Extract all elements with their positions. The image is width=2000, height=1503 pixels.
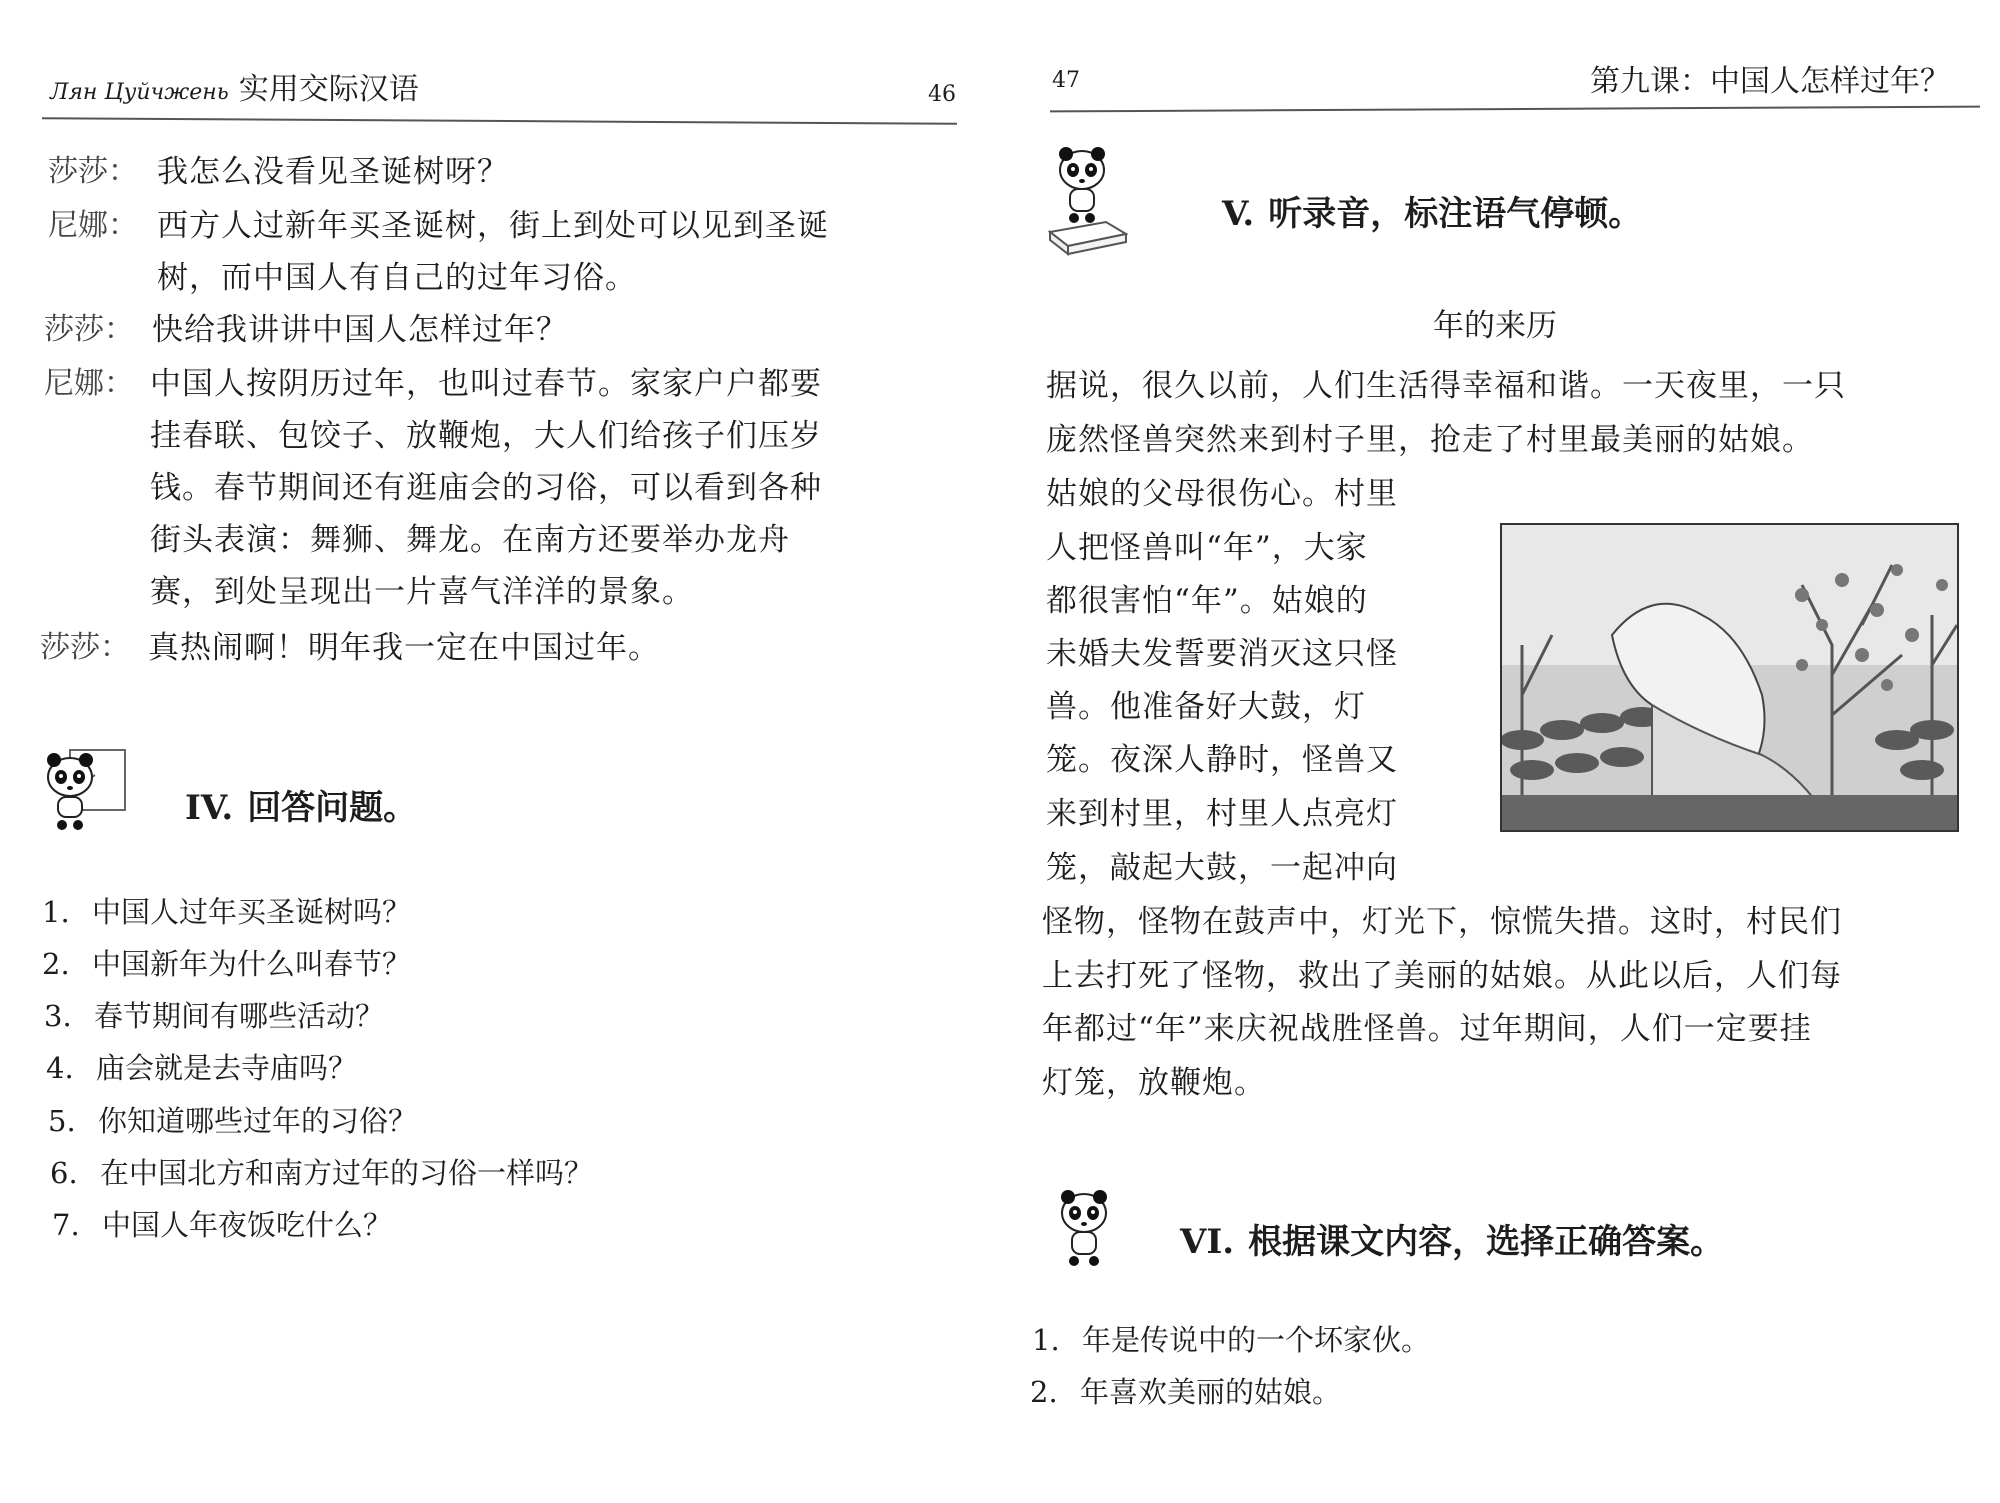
right-header-rule — [1050, 106, 1980, 113]
item-number: 1. — [42, 895, 70, 929]
paragraph-line: 庞然怪兽突然来到村子里，抢走了村里最美丽的姑娘。 — [1046, 422, 1814, 458]
item-text: 年是传说中的一个坏家伙。 — [1082, 1323, 1431, 1357]
item-number: 2. — [42, 947, 70, 981]
section-v-heading — [1222, 186, 1642, 235]
paragraph-line: 怪物，怪物在鼓声中，灯光下，惊慌失措。这时，村民们 — [1042, 904, 1842, 940]
paragraph-line: 都很害怕“年”。姑娘的 — [1046, 583, 1368, 619]
speaker-label: 尼娜： — [44, 366, 134, 401]
speaker-label: 莎莎： — [40, 630, 130, 665]
dialogue-line: 挂春联、包饺子、放鞭炮，大人们给孩子们压岁 — [150, 418, 822, 454]
speaker-label: 莎莎： — [48, 154, 138, 189]
right-page-number: 47 — [1052, 68, 1080, 93]
right-page — [1000, 0, 2000, 1503]
paragraph-line: 年都过“年”来庆祝战胜怪兽。过年期间，人们一定要挂 — [1042, 1011, 1812, 1047]
story-title: 年的来历 — [1433, 308, 1557, 344]
list-item — [52, 1203, 392, 1244]
dialogue-line: 真热闹啊！明年我一定在中国过年。 — [148, 630, 660, 666]
list-item — [50, 1151, 593, 1192]
paragraph-line: 灯笼，放鞭炮。 — [1042, 1065, 1266, 1101]
panda-icon — [1050, 1185, 1130, 1274]
dialogue-line: 快给我讲讲中国人怎样过年？ — [152, 312, 568, 348]
section-vi-heading — [1180, 1214, 1724, 1263]
paragraph-line: 人把怪兽叫“年”，大家 — [1046, 530, 1368, 566]
section-title: 听录音，标注语气停顿。 — [1268, 194, 1643, 234]
dialogue-line: 钱。春节期间还有逛庙会的习俗，可以看到各种 — [150, 470, 822, 506]
list-item — [44, 994, 384, 1035]
dialogue-line: 我怎么没看见圣诞树呀？ — [157, 154, 509, 190]
list-item — [1030, 1370, 1341, 1411]
section-number: VI. — [1180, 1222, 1235, 1262]
section-title: 回答问题。 — [247, 788, 418, 828]
dialogue-line: 赛，到处呈现出一片喜气洋洋的景象。 — [150, 574, 694, 610]
item-number: 2. — [1030, 1375, 1058, 1409]
section-number: V. — [1222, 194, 1255, 234]
paragraph-line: 上去打死了怪物，救出了美丽的姑娘。从此以后，人们每 — [1042, 958, 1842, 994]
item-number: 4. — [46, 1051, 74, 1085]
left-page-number: 46 — [928, 82, 956, 107]
dialogue-line: 西方人过新年买圣诞树，街上到处可以见到圣诞 — [157, 208, 829, 244]
paragraph-line: 姑娘的父母很伤心。村里 — [1046, 476, 1398, 512]
left-header — [50, 64, 419, 108]
list-item — [1032, 1318, 1430, 1359]
item-text: 你知道哪些过年的习俗？ — [98, 1104, 418, 1138]
panda-teacher-icon — [40, 745, 130, 839]
list-item — [42, 942, 411, 983]
list-item — [48, 1099, 417, 1140]
list-item — [42, 890, 411, 931]
paragraph-line: 兽。他准备好大鼓，灯 — [1046, 689, 1366, 725]
item-number: 6. — [50, 1156, 78, 1190]
item-text: 中国新年为什么叫春节？ — [92, 947, 412, 981]
lion-dance-photo — [1500, 523, 1959, 832]
dialogue-line: 树，而中国人有自己的过年习俗。 — [157, 260, 637, 296]
paragraph-line: 据说，很久以前，人们生活得幸福和谐。一天夜里，一只 — [1046, 368, 1846, 404]
author-name: Лян Цуйчжень — [50, 80, 229, 105]
book-title: 实用交际汉语 — [238, 72, 419, 107]
item-text: 中国人年夜饭吃什么？ — [102, 1208, 393, 1242]
dialogue-line: 街头表演：舞狮、舞龙。在南方还要举办龙舟 — [150, 522, 790, 558]
paragraph-line: 笼，敲起大鼓，一起冲向 — [1046, 850, 1398, 886]
section-number: IV. — [185, 788, 234, 828]
speaker-label: 莎莎： — [44, 312, 134, 347]
paragraph-line: 来到村里，村里人点亮灯 — [1046, 796, 1398, 832]
speaker-label: 尼娜： — [48, 208, 138, 243]
list-item — [46, 1046, 357, 1087]
item-text: 年喜欢美丽的姑娘。 — [1080, 1375, 1342, 1409]
item-text: 中国人过年买圣诞树吗？ — [92, 895, 412, 929]
item-text: 春节期间有哪些活动？ — [94, 999, 385, 1033]
paragraph-line: 笼。夜深人静时，怪兽又 — [1046, 742, 1398, 778]
item-text: 庙会就是去寺庙吗？ — [96, 1051, 358, 1085]
item-number: 5. — [48, 1104, 76, 1138]
paragraph-line: 未婚夫发誓要消灭这只怪 — [1046, 636, 1398, 672]
item-number: 1. — [1032, 1323, 1060, 1357]
section-title: 根据课文内容，选择正确答案。 — [1248, 1222, 1725, 1262]
lesson-title: 第九课：中国人怎样过年？ — [1590, 64, 1950, 99]
item-number: 7. — [52, 1208, 80, 1242]
panda-book-icon — [1048, 142, 1128, 266]
item-number: 3. — [44, 999, 72, 1033]
dialogue-line: 中国人按阴历过年，也叫过春节。家家户户都要 — [150, 366, 822, 402]
section-iv-heading — [185, 780, 417, 829]
item-text: 在中国北方和南方过年的习俗一样吗？ — [100, 1156, 594, 1190]
left-header-rule — [42, 117, 957, 125]
